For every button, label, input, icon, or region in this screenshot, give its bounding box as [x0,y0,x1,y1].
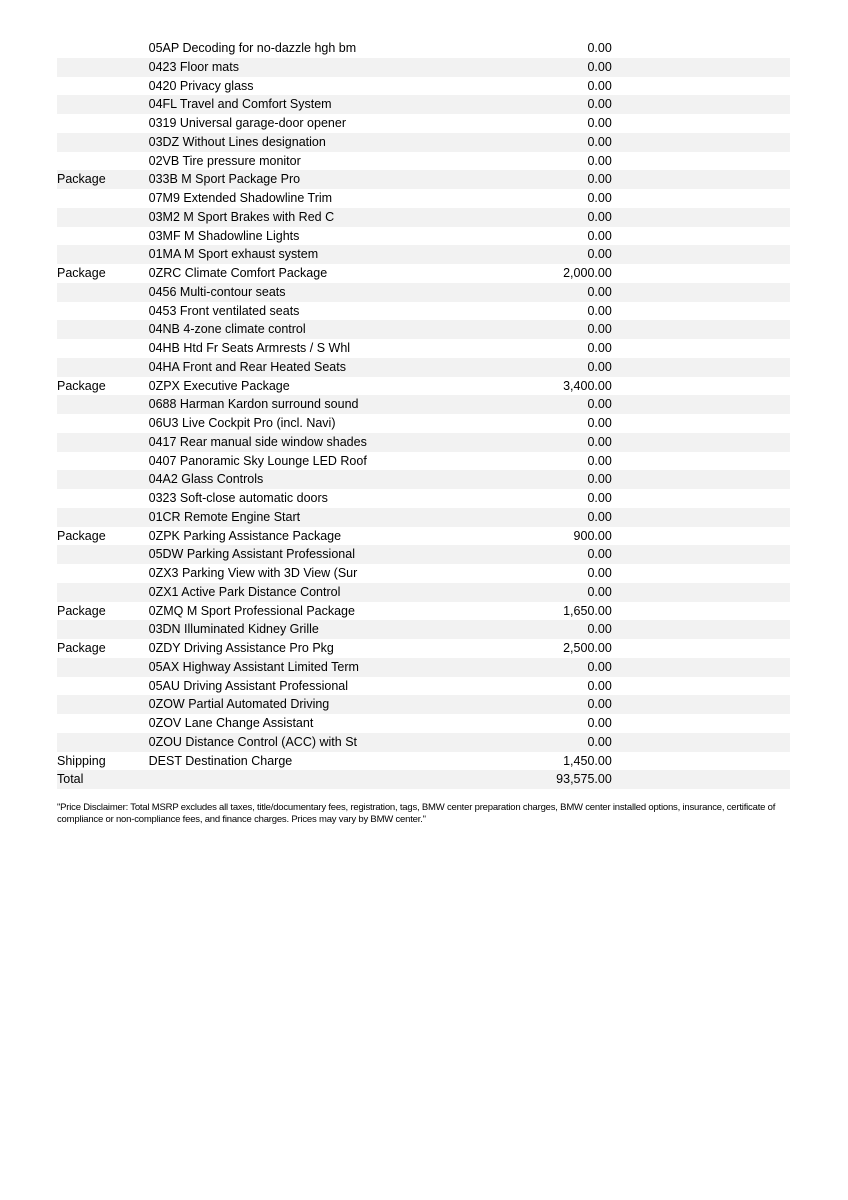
description-cell: 01MA M Sport exhaust system [148,247,319,262]
category-cell [57,302,149,321]
description-cell: 04A2 Glass Controls [148,472,264,487]
description-cell: 03MF M Shadowline Lights [148,228,300,243]
table-row [57,602,790,621]
category-cell [57,95,149,114]
price-cell: 0.00 [587,78,612,93]
vehicle-options-pricing-table [57,39,790,789]
spacer-cell [612,489,790,508]
spacer-cell [612,339,790,358]
description-cell: 01CR Remote Engine Start [148,509,301,524]
description-cell: 0420 Privacy glass [148,78,254,93]
description-cell: 0688 Harman Kardon surround sound [148,397,359,412]
description-cell: 0ZOV Lane Change Assistant [148,716,314,730]
spacer-cell [612,358,790,377]
description-cell: 07M9 Extended Shadowline Trim [148,191,333,205]
spacer-cell [612,564,790,583]
table-row [57,189,790,208]
category-cell [57,283,149,302]
price-cell: 0.00 [587,472,612,487]
spacer-cell [612,320,790,339]
category-cell: Shipping [57,753,106,768]
spacer-cell [612,58,790,77]
spacer-cell [612,752,790,771]
category-cell [57,189,149,208]
table-row [57,620,790,639]
category-cell [57,227,149,246]
price-cell: 1,650.00 [563,603,612,618]
description-cell: DEST Destination Charge [148,753,293,768]
description-cell: 0ZRC Climate Comfort Package [148,266,328,280]
price-cell: 2,500.00 [563,641,612,655]
category-cell [57,395,149,414]
category-cell [57,508,149,527]
description-cell: 0ZMQ M Sport Professional Package [148,603,355,618]
spacer-cell [612,170,790,189]
spacer-cell [612,245,790,264]
table-row [57,508,790,527]
description-cell: 0ZPX Executive Package [148,378,290,393]
table-row [57,245,790,264]
price-cell: 0.00 [587,322,612,337]
price-cell: 0.00 [587,116,612,130]
table-row [57,302,790,321]
category-cell [57,677,149,696]
price-cell: 0.00 [587,228,612,243]
description-cell: 0423 Floor mats [148,59,239,74]
table-row [57,264,790,283]
table-row [57,358,790,377]
price-cell: 0.00 [587,678,612,693]
spacer-cell [612,433,790,452]
spacer-cell [612,470,790,489]
price-cell: 93,575.00 [556,772,612,787]
description-cell: 04HA Front and Rear Heated Seats [148,359,346,374]
price-cell: 0.00 [587,41,612,55]
table-row [57,208,790,227]
spacer-cell [612,714,790,733]
price-cell: 0.00 [587,697,612,712]
price-cell: 0.00 [587,397,612,412]
spacer-cell [612,264,790,283]
table-row [57,658,790,677]
price-cell: 2,000.00 [563,266,612,280]
spacer-cell [612,770,790,789]
table-row [57,414,790,433]
price-cell: 0.00 [587,453,612,468]
spacer-cell [612,658,790,677]
category-cell [57,695,149,714]
price-cell: 0.00 [587,566,612,580]
description-cell: 033B M Sport Package Pro [148,172,301,187]
table-row [57,564,790,583]
category-cell [57,58,149,77]
spacer-cell [612,508,790,527]
category-cell [57,564,149,583]
description-cell: 03DN Illuminated Kidney Grille [148,622,319,637]
table-row [57,39,790,58]
description-cell: 04HB Htd Fr Seats Armrests / S Whl [148,341,351,355]
table-row [57,470,790,489]
spacer-cell [612,283,790,302]
price-cell: 0.00 [587,153,612,168]
table-row [57,339,790,358]
spacer-cell [612,377,790,396]
description-cell: 05DW Parking Assistant Professional [148,547,355,562]
table-row [57,527,790,546]
price-cell: 0.00 [587,509,612,524]
category-cell [57,658,149,677]
description-cell: 03DZ Without Lines designation [148,134,326,149]
spacer-cell [612,77,790,96]
table-row [57,283,790,302]
pricing-table-body [57,39,790,789]
description-cell: 0ZX3 Parking View with 3D View (Sur [148,566,358,580]
spacer-cell [612,695,790,714]
category-cell [57,433,149,452]
spacer-cell [612,414,790,433]
category-cell [57,414,149,433]
spacer-cell [612,133,790,152]
price-cell: 0.00 [587,734,612,749]
category-cell [57,320,149,339]
price-cell: 0.00 [587,622,612,637]
price-cell: 0.00 [587,359,612,374]
price-cell: 0.00 [587,547,612,562]
table-row [57,377,790,396]
description-cell: 0456 Multi-contour seats [148,284,286,299]
description-cell: 05AX Highway Assistant Limited Term [148,659,359,674]
table-row [57,95,790,114]
spacer-cell [612,114,790,133]
description-cell: 0ZX1 Active Park Distance Control [148,584,341,599]
price-cell: 0.00 [587,341,612,355]
category-cell: Package [57,603,106,618]
table-row [57,170,790,189]
category-cell [57,489,149,508]
category-cell: Package [57,641,106,655]
price-cell: 900.00 [573,528,612,543]
table-row [57,714,790,733]
table-row [57,133,790,152]
spacer-cell [612,395,790,414]
spacer-cell [612,39,790,58]
price-cell: 0.00 [587,59,612,74]
category-cell: Package [57,378,106,393]
category-cell: Total [57,772,84,787]
category-cell [57,245,149,264]
table-row [57,452,790,471]
description-cell: 04FL Travel and Comfort System [148,97,332,112]
category-cell [57,714,149,733]
table-row [57,639,790,658]
price-cell: 0.00 [587,716,612,730]
spacer-cell [612,733,790,752]
category-cell [57,152,149,171]
category-cell [57,77,149,96]
price-cell: 0.00 [587,172,612,187]
category-cell [57,358,149,377]
table-row [57,320,790,339]
category-cell [57,545,149,564]
table-row [57,733,790,752]
table-row [57,433,790,452]
category-cell [57,208,149,227]
spacer-cell [612,602,790,621]
price-cell: 0.00 [587,247,612,262]
table-row [57,152,790,171]
table-row [57,770,790,789]
category-cell [57,733,149,752]
description-cell: 04NB 4-zone climate control [148,322,306,337]
table-row [57,489,790,508]
price-cell: 0.00 [587,284,612,299]
table-row [57,77,790,96]
category-cell [57,620,149,639]
table-row [57,695,790,714]
spacer-cell [612,620,790,639]
table-row [57,583,790,602]
spacer-cell [612,189,790,208]
description-cell: 0ZOW Partial Automated Driving [148,697,330,712]
category-cell [57,470,149,489]
price-cell: 0.00 [587,434,612,449]
description-cell: 0407 Panoramic Sky Lounge LED Roof [148,453,367,468]
spacer-cell [612,527,790,546]
spacer-cell [612,677,790,696]
spacer-cell [612,583,790,602]
description-cell: 03M2 M Sport Brakes with Red C [148,209,335,224]
table-row [57,677,790,696]
spacer-cell [612,545,790,564]
description-cell: 0323 Soft-close automatic doors [148,491,328,505]
table-row [57,395,790,414]
description-cell: 0319 Universal garage-door opener [148,116,346,130]
price-cell: 0.00 [587,191,612,205]
category-cell [57,39,149,58]
price-cell: 0.00 [587,584,612,599]
category-cell [57,339,149,358]
price-cell: 1,450.00 [563,753,612,768]
spacer-cell [612,152,790,171]
price-cell: 0.00 [587,491,612,505]
spacer-cell [612,227,790,246]
category-cell [57,583,149,602]
table-row [57,752,790,771]
spacer-cell [612,302,790,321]
spacer-cell [612,452,790,471]
price-cell: 0.00 [587,659,612,674]
table-row [57,114,790,133]
price-disclaimer-text: "Price Disclaimer: Total MSRP excludes all taxes, title/documentary fees, registration, tags, BMW center preparation charges, BMW center installed options, insurance, certificate of compliance or non-compliance fees, and finance charges. Prices may vary by BMW center." [57,802,776,826]
price-cell: 3,400.00 [563,378,612,393]
description-cell [149,770,431,789]
spacer-cell [612,208,790,227]
price-cell: 0.00 [587,303,612,318]
description-cell: 0ZOU Distance Control (ACC) with St [148,734,358,749]
description-cell: 0453 Front ventilated seats [148,303,300,318]
description-cell: 06U3 Live Cockpit Pro (incl. Navi) [148,416,336,430]
description-cell: 05AP Decoding for no-dazzle hgh bm [148,41,357,55]
table-row [57,58,790,77]
category-cell [57,114,149,133]
category-cell [57,452,149,471]
description-cell: 0ZDY Driving Assistance Pro Pkg [148,641,334,655]
table-row [57,227,790,246]
category-cell: Package [57,172,106,187]
spacer-cell [612,95,790,114]
price-cell: 0.00 [587,416,612,430]
price-cell: 0.00 [587,209,612,224]
table-row [57,545,790,564]
spacer-cell [612,639,790,658]
category-cell: Package [57,528,106,543]
description-cell: 02VB Tire pressure monitor [148,153,301,168]
description-cell: 0417 Rear manual side window shades [148,434,367,449]
price-cell: 0.00 [587,134,612,149]
description-cell: 05AU Driving Assistant Professional [148,678,349,693]
category-cell: Package [57,266,106,280]
description-cell: 0ZPK Parking Assistance Package [148,528,342,543]
price-cell: 0.00 [587,97,612,112]
category-cell [57,133,149,152]
